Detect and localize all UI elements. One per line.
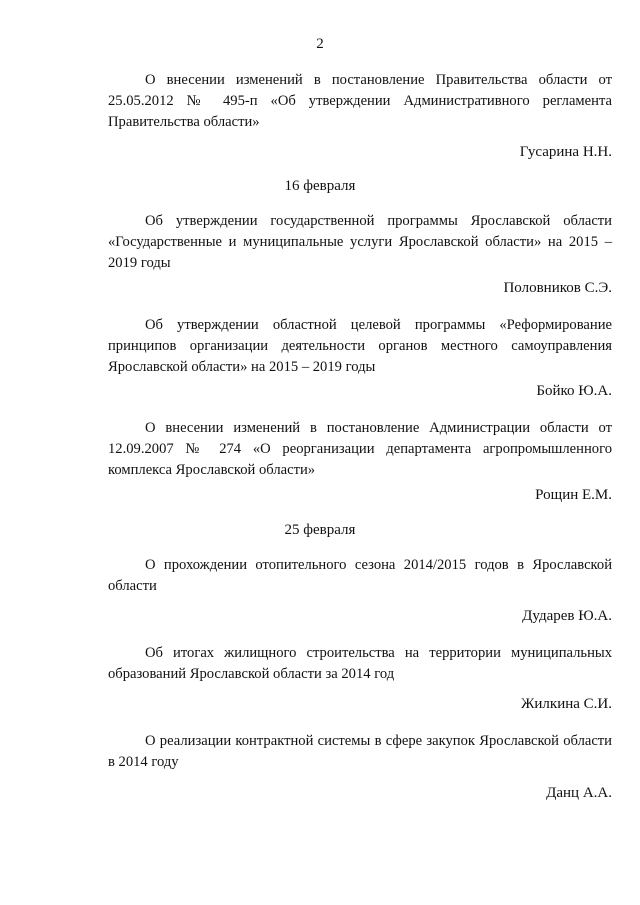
responsible-person: Гусарина Н.Н.: [519, 144, 612, 160]
agenda-item: [108, 418, 612, 481]
agenda-item: [108, 643, 612, 685]
responsible-person: Рощин Е.М.: [535, 487, 612, 503]
responsible-person: Жилкина С.И.: [520, 696, 612, 712]
agenda-item-text: О реализации контрактной системы в сфере закупок Ярославской области в 2014 году: [108, 733, 612, 770]
responsible-person: Бойко Ю.А.: [536, 383, 612, 399]
page-number: 2: [316, 36, 324, 52]
responsible-person: Половников С.Э.: [503, 280, 612, 296]
agenda-item-text: О внесении изменений в постановление Правительства области от 25.05.2012 № 495-п «Об утверждении Административного регламента Правительства области»: [108, 72, 612, 130]
agenda-item-text: Об утверждении государственной программы Ярославской области «Государственные и муниципальные услуги Ярославской области» на 2015 – 2019 годы: [108, 213, 612, 271]
agenda-item-text: О прохождении отопительного сезона 2014/2015 годов в Ярославской области: [108, 557, 612, 594]
responsible-person: Дударев Ю.А.: [522, 608, 612, 624]
agenda-item-text: Об итогах жилищного строительства на территории муниципальных образований Ярославской области за 2014 год: [108, 645, 612, 682]
agenda-item: [108, 315, 612, 378]
date-heading: 16 февраля: [284, 178, 356, 194]
agenda-item: [108, 211, 612, 274]
agenda-item-text: О внесении изменений в постановление Администрации области от 12.09.2007 № 274 «О реорганизации департамента агропромышленного комплекса Ярославской области»: [108, 420, 612, 478]
responsible-person: Данц А.А.: [546, 785, 612, 801]
agenda-item: [108, 731, 612, 773]
agenda-item-text: Об утверждении областной целевой программы «Реформирование принципов организации деятельности органов местного самоуправления Ярославской области» на 2015 – 2019 годы: [108, 317, 612, 375]
agenda-item: [108, 555, 612, 597]
date-heading: 25 февраля: [284, 522, 356, 538]
agenda-item: [108, 70, 612, 133]
